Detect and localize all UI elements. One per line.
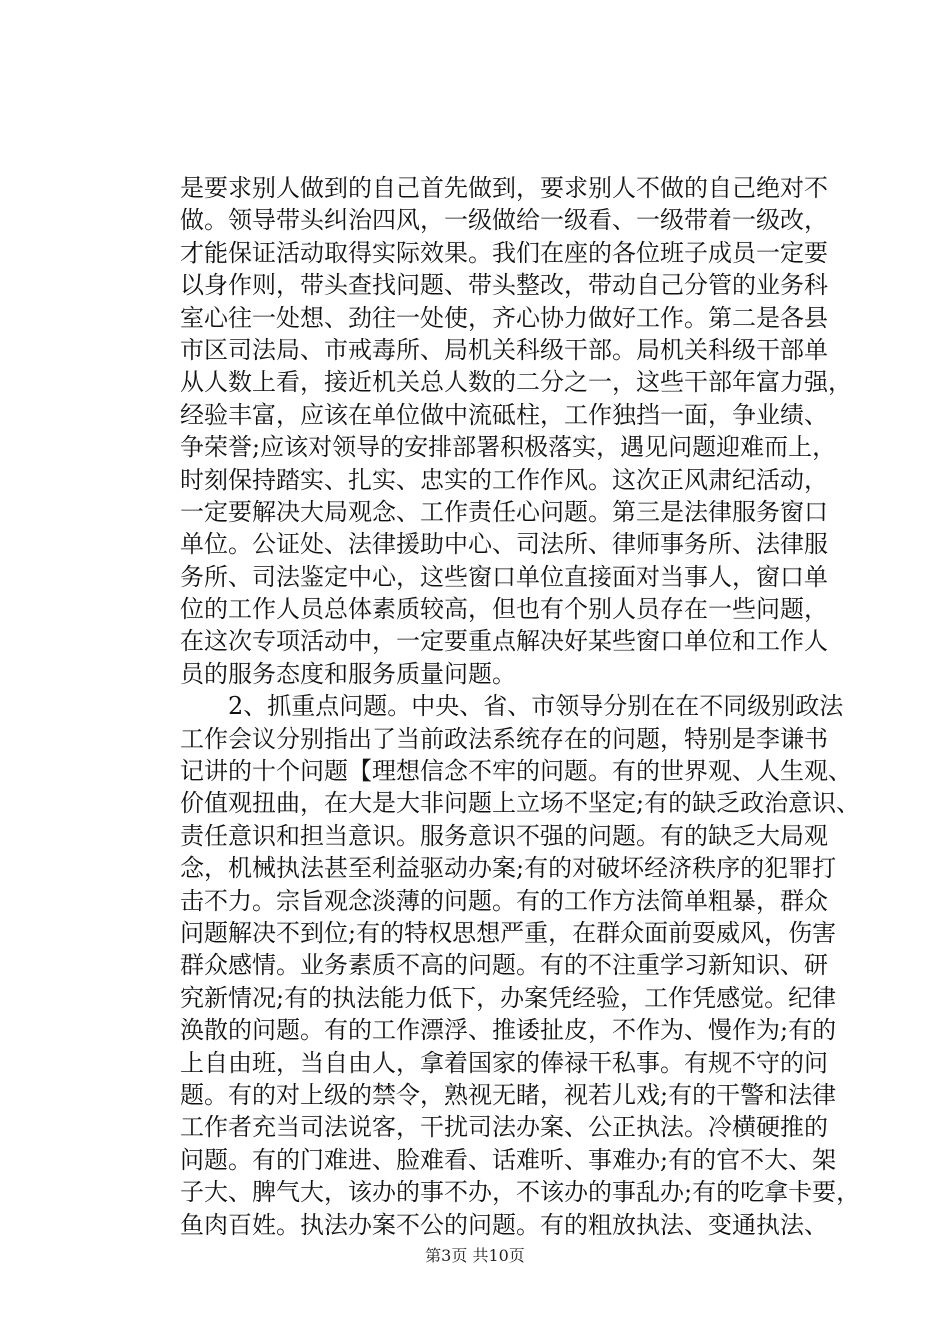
text-line: 务所、司法鉴定中心，这些窗口单位直接面对当事人，窗口单 — [180, 562, 828, 591]
page-footer — [0, 1246, 950, 1266]
text-line: 位的工作人员总体素质较高，但也有个别人员存在一些问题， — [180, 595, 828, 624]
text-line: 在这次专项活动中，一定要重点解决好某些窗口单位和工作人 — [180, 627, 828, 656]
text-line: 涣散的问题。有的工作漂浮、推诿扯皮，不作为、慢作为;有的 — [180, 1016, 837, 1045]
text-line: 念，机械执法甚至利益驱动办案;有的对破坏经济秩序的犯罪打 — [180, 854, 837, 883]
text-line: 问题。有的门难进、脸难看、话难听、事难办;有的官不大、架 — [180, 1145, 837, 1174]
text-line: 是要求别人做到的自己首先做到，要求别人不做的自己绝对不 — [180, 174, 828, 202]
text-line: 工作者充当司法说客，干扰司法办案、公正执法。冷横硬推的 — [180, 1113, 828, 1142]
text-line: 经验丰富，应该在单位做中流砥柱，工作独挡一面，争业绩、 — [180, 400, 828, 429]
text-line: 价值观扭曲，在大是大非问题上立场不坚定;有的缺乏政治意识、 — [180, 789, 861, 818]
text-line: 问题解决不到位;有的特权思想严重，在群众面前耍威风，伤害 — [180, 918, 837, 947]
text-line: 员的服务态度和服务质量问题。 — [180, 659, 516, 688]
text-line: 做。领导带头纠治四风，一级做给一级看、一级带着一级改， — [180, 206, 828, 235]
text-line: 室心往一处想、劲往一处使，齐心协力做好工作。第二是各县 — [180, 303, 828, 332]
text-line: 市区司法局、市戒毒所、局机关科级干部。局机关科级干部单 — [180, 335, 828, 364]
text-line: 以身作则，带头查找问题、带头整改，带动自己分管的业务科 — [180, 271, 828, 300]
text-line: 题。有的对上级的禁令，熟视无睹，视若儿戏;有的干警和法律 — [180, 1080, 837, 1109]
text-line: 2、抓重点问题。中央、省、市领导分别在在不同级别政法 — [180, 692, 844, 721]
text-line: 子大、脾气大，该办的事不办，不该办的事乱办;有的吃拿卡要， — [180, 1178, 861, 1207]
body-text — [180, 172, 861, 1241]
text-line: 群众感情。业务素质不高的问题。有的不注重学习新知识、研 — [180, 951, 828, 980]
text-line: 时刻保持踏实、扎实、忠实的工作作风。这次正风肃纪活动， — [180, 465, 828, 494]
text-line: 上自由班，当自由人，拿着国家的俸禄干私事。有规不守的问 — [180, 1048, 828, 1077]
text-line: 击不力。宗旨观念淡薄的问题。有的工作方法简单粗暴，群众 — [180, 886, 828, 915]
text-line: 单位。公证处、法律援助中心、司法所、律师事务所、法律服 — [180, 530, 828, 559]
text-line: 从人数上看，接近机关总人数的二分之一，这些干部年富力强， — [180, 368, 852, 397]
text-line: 责任意识和担当意识。服务意识不强的问题。有的缺乏大局观 — [180, 821, 828, 850]
text-line: 记讲的十个问题【理想信念不牢的问题。有的世界观、人生观、 — [180, 757, 852, 786]
text-line: 一定要解决大局观念、工作责任心问题。第三是法律服务窗口 — [180, 497, 828, 526]
text-line: 争荣誉;应该对领导的安排部署积极落实，遇见问题迎难而上， — [180, 433, 837, 462]
text-line: 究新情况;有的执法能力低下，办案凭经验，工作凭感觉。纪律 — [180, 983, 837, 1012]
text-line: 才能保证活动取得实际效果。我们在座的各位班子成员一定要 — [180, 238, 828, 267]
text-line: 鱼肉百姓。执法办案不公的问题。有的粗放执法、变通执法、 — [180, 1210, 828, 1239]
page-number-label: 第3页 共10页 — [425, 1246, 525, 1265]
text-line: 工作会议分别指出了当前政法系统存在的问题，特别是李谦书 — [180, 724, 828, 753]
